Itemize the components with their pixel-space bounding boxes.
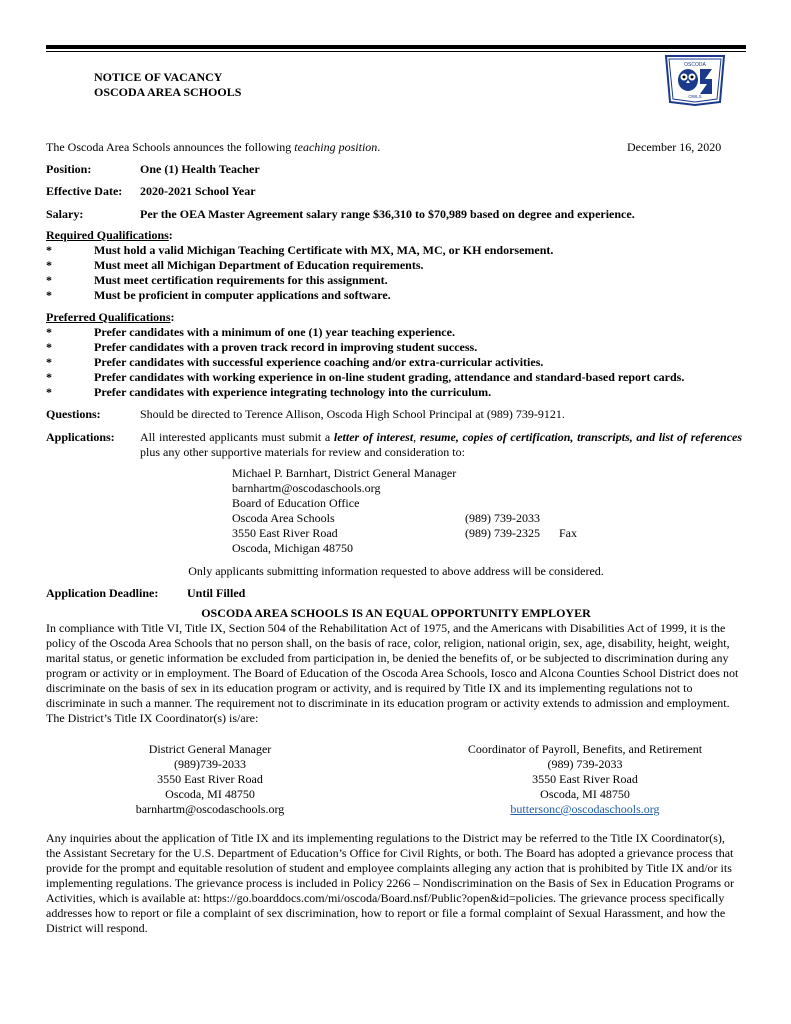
logo-text-bottom: OWLS <box>688 94 702 99</box>
eeo-paragraph: In compliance with Title VI, Title IX, Section 504 of the Rehabilitation Act of 1975, and the Americans with Disabilities Act of 1999, it is the policy of the Oscoda Area Schools that no person shall, on the basis of race, color, religion, national origin, sex, age, disability, height, weight, marital status, or genetic information be excluded from participation in, be denied the benefits of, or be subjected to discrimination during any program or activity or in employment. The Board of Education of the Oscoda Area Schools, Iosco and Alcona Counties School District does not discriminate on the basis of sex in its education program or activity, and is required by Title IX and its implementing regulations not to discriminate in such a manner. The requirement not to discriminate in its education program or activity extends to admission and employment. The District’s Title IX Coordinator(s) is/are: <box>46 621 739 725</box>
coordinator-city: Oscoda, MI 48750 <box>540 787 630 801</box>
coordinator-phone: (989)739-2033 <box>174 757 246 771</box>
preferred-heading <box>46 310 175 325</box>
preferred-item: Prefer candidates with a proven track record in improving student success. <box>94 340 478 354</box>
required-item: Must hold a valid Michigan Teaching Certificate with MX, MA, MC, or KH endorsement. <box>94 243 554 257</box>
salary-label: Salary: <box>46 207 84 221</box>
deadline-value: Until Filled <box>187 586 246 600</box>
top-rule-thick <box>46 45 746 49</box>
eeo-heading: OSCODA AREA SCHOOLS IS AN EQUAL OPPORTUNITY EMPLOYER <box>201 606 591 620</box>
intro-line <box>46 140 380 155</box>
address-line: Oscoda, Michigan 48750 <box>232 541 353 555</box>
effective-date-value: 2020-2021 School Year <box>140 184 256 198</box>
coordinator-title: District General Manager <box>148 742 272 756</box>
required-item: Must be proficient in computer applications and software. <box>94 288 391 302</box>
questions-text: Should be directed to Terence Allison, Oscoda High School Principal at (989) 739-9121. <box>140 407 565 421</box>
preferred-item: Prefer candidates with working experience in on-line student grading, attendance and standard-based report cards. <box>94 370 685 384</box>
position-label: Position: <box>46 162 92 176</box>
required-item: Must meet certification requirements for this assignment. <box>94 273 388 287</box>
oscoda-owl-logo <box>664 54 726 106</box>
required-heading <box>46 228 173 243</box>
applications-label: Applications: <box>46 430 115 444</box>
applications-italic-2: resume, copies of certification, transcripts, and list of <box>419 430 688 444</box>
intro-end: . <box>377 140 381 154</box>
top-rule-thin <box>46 51 746 52</box>
coordinator-right <box>445 742 725 817</box>
applicant-note: Only applicants submitting information requested to above address will be considered. <box>188 564 604 578</box>
applications-text <box>140 430 742 460</box>
questions-label: Questions: <box>46 407 101 421</box>
required-bullet: * <box>46 273 52 287</box>
position-value: One (1) Health Teacher <box>140 162 260 176</box>
address-email: barnhartm@oscodaschools.org <box>232 481 381 495</box>
address-line: Oscoda Area Schools <box>232 511 335 525</box>
preferred-heading-colon: : <box>170 310 175 324</box>
preferred-bullet: * <box>46 370 52 384</box>
salary-value: Per the OEA Master Agreement salary range $36,310 to $70,989 based on degree and experience. <box>140 207 635 221</box>
required-heading-text: Required Qualifications <box>46 228 169 242</box>
required-item: Must meet all Michigan Department of Education requirements. <box>94 258 424 272</box>
preferred-item: Prefer candidates with experience integrating technology into the curriculum. <box>94 385 492 399</box>
notice-title: NOTICE OF VACANCY <box>94 70 223 84</box>
applications-text-2: , <box>413 430 420 444</box>
intro-italic: teaching position <box>294 140 378 154</box>
preferred-item: Prefer candidates with successful experience coaching and/or extra-curricular activities. <box>94 355 544 369</box>
applications-text-3: plus any other supportive materials for review and consideration to: <box>140 445 465 459</box>
preferred-bullet: * <box>46 355 52 369</box>
preferred-item: Prefer candidates with a minimum of one (1) year teaching experience. <box>94 325 455 339</box>
required-heading-colon: : <box>168 228 173 242</box>
coordinator-phone: (989) 739-2033 <box>547 757 623 771</box>
logo-text-top: OSCODA <box>684 62 706 68</box>
applications-text-1: All interested applicants must submit a <box>140 430 334 444</box>
preferred-bullet: * <box>46 325 52 339</box>
coordinator-street: 3550 East River Road <box>157 772 263 786</box>
address-fax-number: (989) 739-2325 <box>465 526 540 540</box>
address-line: Board of Education Office <box>232 496 360 510</box>
coordinator-email: barnhartm@oscodaschools.org <box>135 802 285 816</box>
required-bullet: * <box>46 243 52 257</box>
district-title: OSCODA AREA SCHOOLS <box>94 85 242 99</box>
preferred-bullet: * <box>46 340 52 354</box>
coordinator-city: Oscoda, MI 48750 <box>165 787 255 801</box>
coordinator-left <box>100 742 320 817</box>
required-bullet: * <box>46 288 52 302</box>
coordinator-street: 3550 East River Road <box>532 772 638 786</box>
deadline-label: Application Deadline: <box>46 586 159 600</box>
address-line: 3550 East River Road <box>232 526 338 540</box>
required-bullet: * <box>46 258 52 272</box>
preferred-heading-text: Preferred Qualifications <box>46 310 171 324</box>
notice-date: December 16, 2020 <box>627 140 722 154</box>
coordinator-title: Coordinator of Payroll, Benefits, and Retirement <box>467 742 703 756</box>
inquiries-paragraph: Any inquiries about the application of Title IX and its implementing regulations to the District may be referred to the Title IX Coordinator(s), the Assistant Secretary for the U.S. Department of Education’s Office for Civil Rights, or both. The Board has adopted a grievance process that provide for the prompt and equitable resolution of student and employee complaints alleging any action that is prohibited by Title IX and/or its implementing regulations. The grievance process is included in Policy 2266 – Nondiscrimination on the Basis of Sex in Education Programs or Activities, which is available at: https://go.boarddocs.com/mi/oscoda/Board.nsf/Public?open&id=policies. The grievance process specifically addresses how to report or file a complaint of sex discrimination, how to report or file a formal complaint of Sexual Harassment, and how the District will respond. <box>46 831 734 935</box>
applications-italic-1: letter of interest <box>333 430 414 444</box>
applications-italic-3: references <box>690 430 743 444</box>
address-line: Michael P. Barnhart, District General Manager <box>232 466 457 480</box>
intro-text: The Oscoda Area Schools announces the following <box>46 140 295 154</box>
address-fax-label: Fax <box>559 526 577 540</box>
coordinator-email-link[interactable]: buttersonc@oscodaschools.org <box>510 802 660 816</box>
address-phone: (989) 739-2033 <box>465 511 540 525</box>
preferred-bullet: * <box>46 385 52 399</box>
effective-date-label: Effective Date: <box>46 184 123 198</box>
